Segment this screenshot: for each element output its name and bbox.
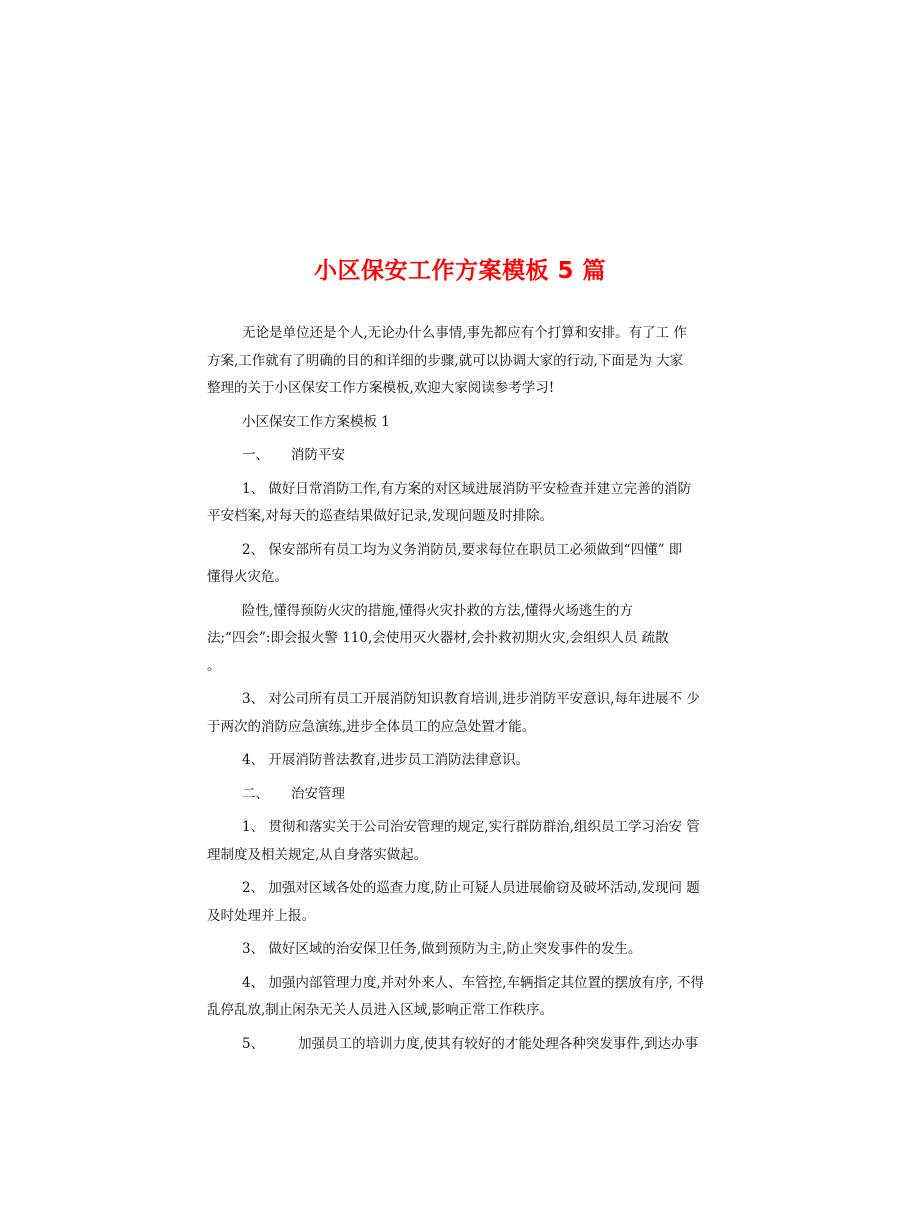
item-line: 理制度及相关规定,从自身落实做起。 [207, 846, 428, 863]
intro-line: 整理的关于小区保安工作方案模板,欢迎大家阅读参考学习! [207, 380, 555, 396]
section-heading-fire-safety [207, 442, 715, 470]
item-line: 2、 保安部所有员工均为义务消防员,要求每位在职员工必须做到“四懂” 即 [242, 541, 683, 558]
item-line: 1、 做好日常消防工作,有方案的对区域进展消防平安检查并建立完善的消防 [242, 480, 692, 497]
list-item [207, 814, 715, 869]
item-line: 3、 做好区域的治安保卫任务,做到预防为主,防止突发事件的发生。 [242, 941, 642, 957]
intro-line: 无论是单位还是个人,无论办什么事情,事先都应有个打算和安排。有了工 作 [242, 325, 687, 341]
list-item [207, 875, 715, 930]
section-number: 一、 [242, 447, 269, 463]
document-title: 小区保安工作方案模板 5 篇 [313, 258, 607, 284]
subtitle-paragraph [207, 409, 715, 437]
list-item [207, 936, 715, 964]
item-line: 1、 贯彻和落实关于公司治安管理的规定,实行群防群治,组织员工学习治安 管 [242, 819, 700, 835]
list-item [207, 970, 715, 1025]
item-number: 5、 [242, 1035, 265, 1052]
item-text: 加强员工的培训力度,使其有较好的才能处理各种突发事件,到达办事 [298, 1035, 699, 1052]
item-line: 。 [207, 657, 221, 674]
item-line: 法;“四会”:即会报火警 110,会使用灭火器材,会扑救初期火灾,会组织人员 疏散 [207, 630, 669, 646]
list-item [207, 537, 715, 592]
subtitle: 小区保安工作方案模板 1 [242, 413, 390, 430]
item-line: 乱停乱放,制止闲杂无关人员进入区域,影响正常工作秩序。 [207, 1002, 554, 1018]
item-line: 险性,懂得预防火灾的措施,懂得火灾扑救的方法,懂得火场逃生的方 [242, 602, 633, 619]
document-body [207, 320, 715, 1064]
item-line: 懂得火灾危。 [207, 569, 288, 585]
list-item [207, 1031, 715, 1059]
item-line: 4、 开展消防普法教育,进步员工消防法律意识。 [242, 752, 530, 768]
list-item [207, 686, 715, 741]
item-line: 平安档案,对每天的巡查结果做好记录,发现问题及时排除。 [207, 508, 554, 524]
list-item [207, 747, 715, 775]
item-line: 3、 对公司所有员工开展消防知识教育培训,进步消防平安意识,每年进展不 少 [242, 691, 700, 707]
intro-line: 方案,工作就有了明确的目的和详细的步骤,就可以协调大家的行动,下面是为 大家 [207, 352, 684, 369]
item-line: 于两次的消防应急演练,进步全体员工的应急处置才能。 [207, 718, 536, 735]
item-line: 及时处理并上报。 [207, 907, 315, 924]
item-line: 4、 加强内部管理力度,并对外来人、车管控,车辆指定其位置的摆放有序, 不得 [242, 974, 705, 991]
intro-paragraph [207, 320, 715, 403]
section-heading-security [207, 781, 715, 809]
item-line: 2、 加强对区域各处的巡查力度,防止可疑人员进展偷窃及破坏活动,发现问 题 [242, 880, 700, 896]
section-number: 二、 [242, 785, 269, 802]
section-label: 消防平安 [291, 447, 345, 463]
list-item [207, 598, 715, 681]
section-label: 治安管理 [291, 785, 345, 802]
list-item [207, 476, 715, 531]
